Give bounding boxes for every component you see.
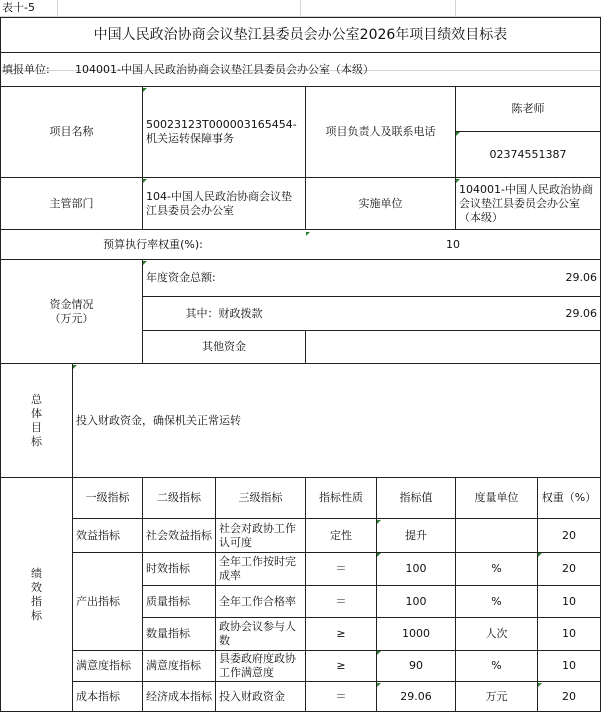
row-l3: 县委政府度政协工作满意度: [219, 652, 296, 679]
row-weight: 10: [562, 627, 576, 640]
row-l3: 政协会议参与人数: [219, 620, 296, 647]
header-nature: 指标性质: [319, 491, 363, 504]
row-nature: 定性: [330, 528, 352, 542]
header-level3: 三级指标: [238, 491, 283, 504]
row-nature: ≥: [336, 659, 346, 672]
header-value: 指标值: [399, 491, 433, 504]
row-l2: 数量指标: [146, 627, 190, 640]
impl-label: 实施单位: [358, 196, 403, 210]
row-l2: 质量指标: [146, 594, 190, 608]
fill-unit-label: 填报单位:: [2, 62, 50, 76]
border: [305, 330, 306, 363]
row-value: 1000: [402, 627, 430, 640]
row-unit: %: [491, 562, 502, 575]
row-value: 90: [409, 659, 423, 672]
row-l3: 投入财政资金: [219, 689, 285, 703]
fiscal-value: 29.06: [565, 306, 597, 320]
dept-value: 104-中国人民政治协商会议垫江县委员会办公室: [146, 189, 292, 217]
row-weight: 20: [562, 562, 576, 575]
header-unit: 度量单位: [474, 491, 519, 504]
row-unit: %: [491, 594, 502, 608]
row-l3: 社会对政协工作认可度: [219, 521, 296, 549]
gridline: [300, 0, 301, 17]
row-weight: 10: [562, 594, 576, 608]
sheet-label: 表十-5: [2, 1, 35, 14]
header-level2: 二级指标: [157, 491, 201, 504]
project-name-value: 50023123T000003165454-机关运转保障事务: [146, 118, 297, 145]
header-level1: 一级指标: [85, 491, 130, 504]
gridline: [57, 0, 58, 17]
row-l3: 全年工作按时完成率: [219, 555, 296, 582]
group-output: 产出指标: [76, 594, 120, 608]
group-satisfaction: 满意度指标: [76, 659, 131, 672]
row-value: 100: [405, 562, 427, 575]
overall-goal-value: 投入财政资金，确保机关正常运转: [76, 413, 241, 427]
dept-label: 主管部门: [49, 196, 94, 210]
row-value: 29.06: [400, 689, 432, 703]
annual-total-value: 29.06: [565, 271, 597, 284]
overall-goal-label: 总 体 目 标: [31, 392, 42, 448]
row-l2: 时效指标: [146, 562, 190, 575]
row-value: 100: [405, 594, 427, 608]
row-unit: 万元: [485, 689, 508, 703]
page-title: 中国人民政治协商会议垫江县委员会办公室2026年项目绩效目标表: [93, 27, 508, 43]
performance-label: 绩 效 指 标: [31, 566, 42, 622]
row-nature: ＝: [335, 594, 347, 608]
other-funds-label: 其他资金: [202, 340, 246, 353]
gridline: [455, 0, 456, 17]
row-nature: ≥: [336, 627, 346, 640]
contact-label: 项目负责人及联系电话: [325, 125, 436, 138]
row-nature: ＝: [335, 689, 347, 703]
budget-weight-label: 预算执行率权重(%):: [103, 237, 203, 251]
row-l2: 社会效益指标: [146, 528, 212, 542]
impl-value: 104001-中国人民政治协商会议垫江县委员会办公室（本级）: [459, 182, 593, 224]
funds-label: 资金情况 （万元）: [49, 297, 94, 325]
fiscal-label: 其中：财政拨款: [185, 306, 263, 320]
contact-person: 陈老师: [511, 102, 545, 115]
row-unit: 人次: [485, 627, 508, 640]
row-weight: 20: [562, 528, 576, 542]
header-weight: 权重（%）: [541, 491, 597, 504]
budget-weight-value: 10: [446, 237, 460, 251]
contact-phone: 02374551387: [489, 147, 567, 161]
group-benefit: 效益指标: [76, 528, 120, 542]
row-nature: ＝: [335, 562, 347, 575]
row-l2: 满意度指标: [146, 659, 201, 672]
row-l3: 全年工作合格率: [219, 594, 296, 608]
annual-total-label: 年度资金总额:: [146, 271, 216, 284]
group-cost: 成本指标: [76, 689, 120, 703]
row-unit: [456, 519, 537, 552]
row-value: 提升: [405, 528, 427, 542]
row-l2: 经济成本指标: [146, 689, 212, 703]
row-weight: 10: [562, 659, 576, 672]
fill-unit-value: 104001-中国人民政治协商会议垫江县委员会办公室（本级）: [75, 62, 374, 76]
row-weight: 20: [562, 689, 576, 703]
row-unit: %: [491, 659, 502, 672]
project-name-label: 项目名称: [49, 125, 94, 138]
